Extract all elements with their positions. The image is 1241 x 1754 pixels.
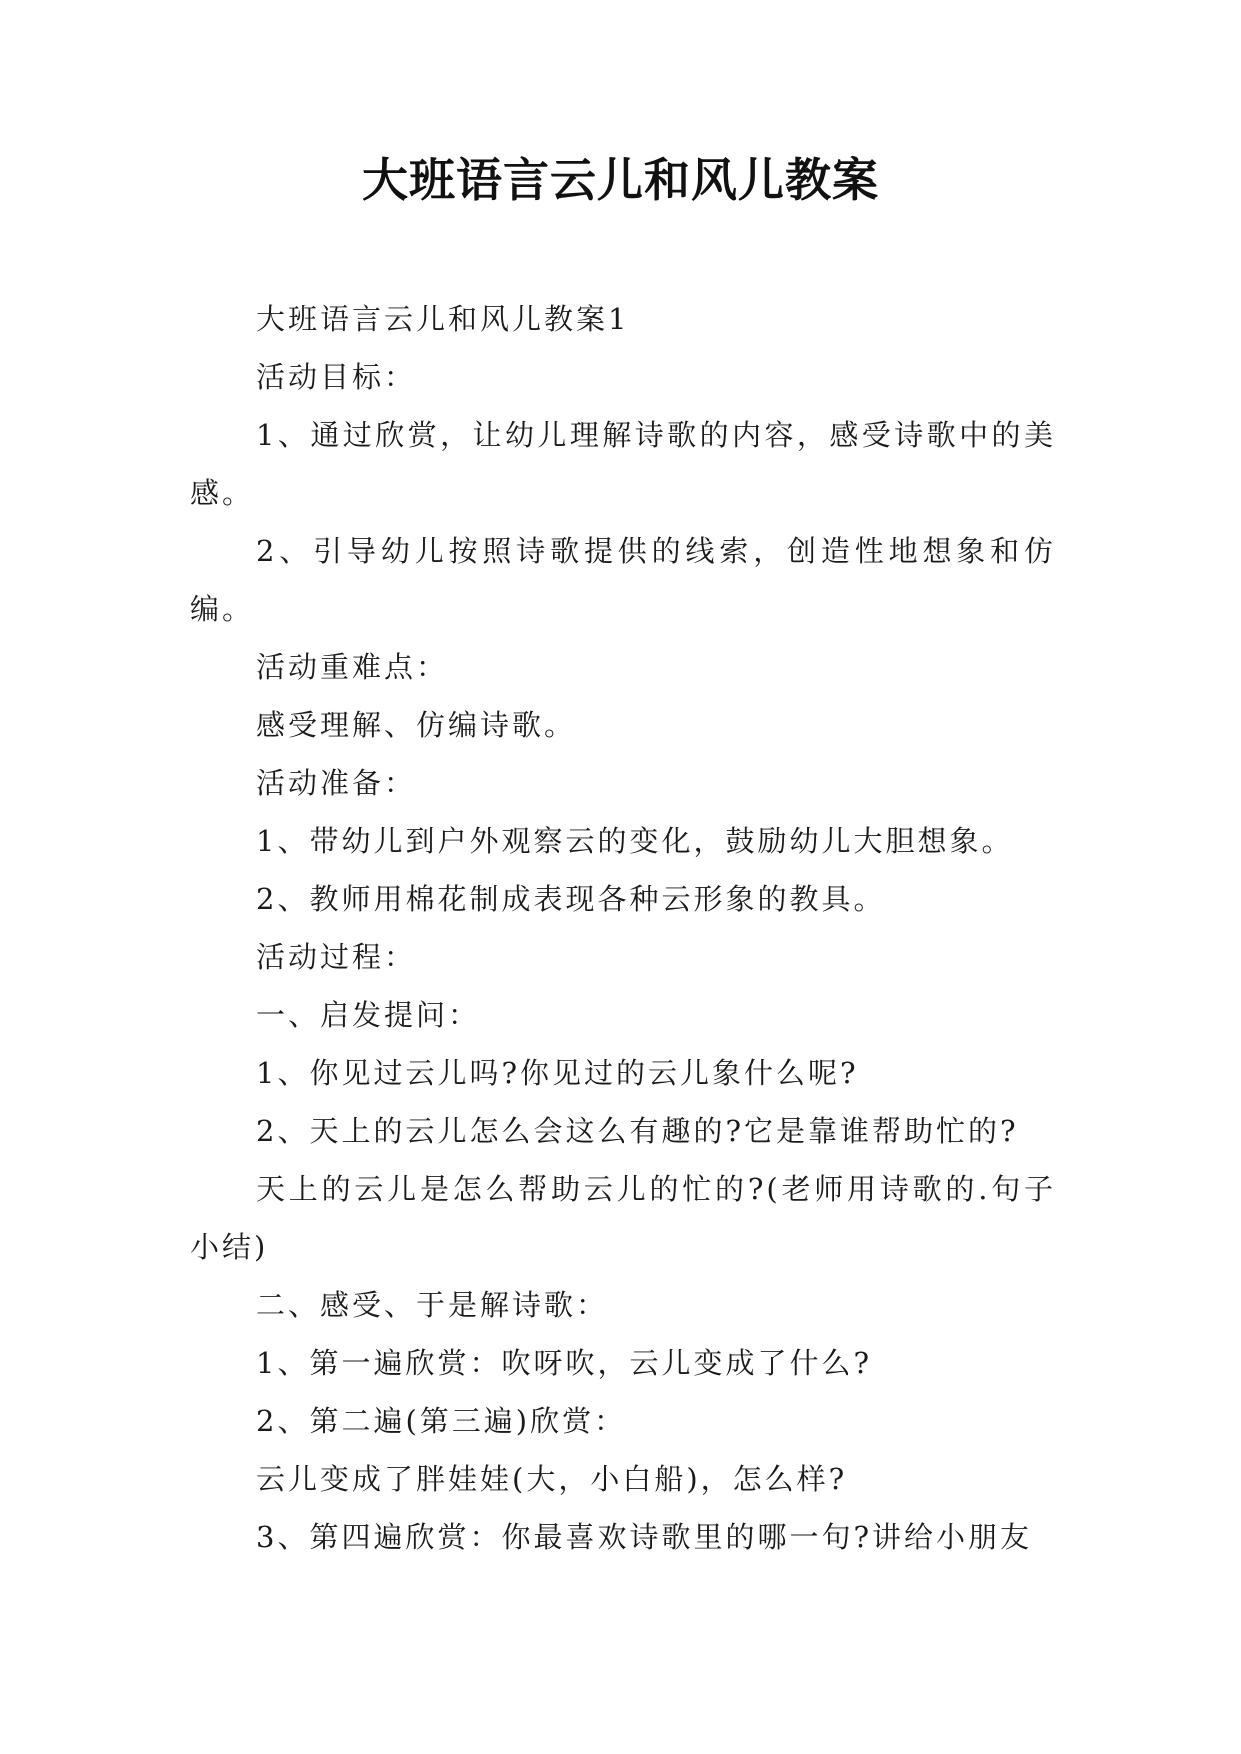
paragraph-appreciation-1: 1、第一遍欣赏：吹呀吹，云儿变成了什么? [256, 1346, 872, 1380]
paragraph-appreciation-2-detail: 云儿变成了胖娃娃(大，小白船)，怎么样? [256, 1462, 848, 1496]
paragraph-section-two: 二、感受、于是解诗歌： [256, 1288, 609, 1322]
paragraph-section-one: 一、启发提问： [256, 998, 481, 1032]
document-body [190, 290, 1056, 1566]
paragraph-heading-1: 大班语言云儿和风儿教案1 [256, 302, 630, 336]
document-title: 大班语言云儿和风儿教案 [362, 153, 879, 207]
paragraph-process-label: 活动过程： [256, 940, 417, 974]
paragraph-key-points: 感受理解、仿编诗歌。 [256, 708, 577, 742]
paragraph-question-3: 天上的云儿是怎么帮助云儿的忙的?(老师用诗歌的.句子小结) [190, 1172, 1056, 1264]
paragraph-question-2: 2、天上的云儿怎么会这么有趣的?它是靠谁帮助忙的? [256, 1114, 1019, 1148]
paragraph-appreciation-3: 3、第四遍欣赏：你最喜欢诗歌里的哪一句?讲给小朋友 [256, 1520, 1032, 1554]
paragraph-objective-2: 2、引导幼儿按照诗歌提供的线索，创造性地想象和仿编。 [190, 534, 1056, 626]
paragraph-preparation-2: 2、教师用棉花制成表现各种云形象的教具。 [256, 882, 886, 916]
paragraph-objectives-label: 活动目标： [256, 360, 417, 394]
paragraph-objective-1: 1、通过欣赏，让幼儿理解诗歌的内容，感受诗歌中的美感。 [190, 418, 1056, 510]
paragraph-preparation-label: 活动准备： [256, 766, 417, 800]
paragraph-preparation-1: 1、带幼儿到户外观察云的变化，鼓励幼儿大胆想象。 [256, 824, 1014, 858]
paragraph-key-points-label: 活动重难点： [256, 650, 449, 684]
paragraph-appreciation-2: 2、第二遍(第三遍)欣赏： [256, 1404, 627, 1438]
paragraph-question-1: 1、你见过云儿吗?你见过的云儿象什么呢? [256, 1056, 859, 1090]
